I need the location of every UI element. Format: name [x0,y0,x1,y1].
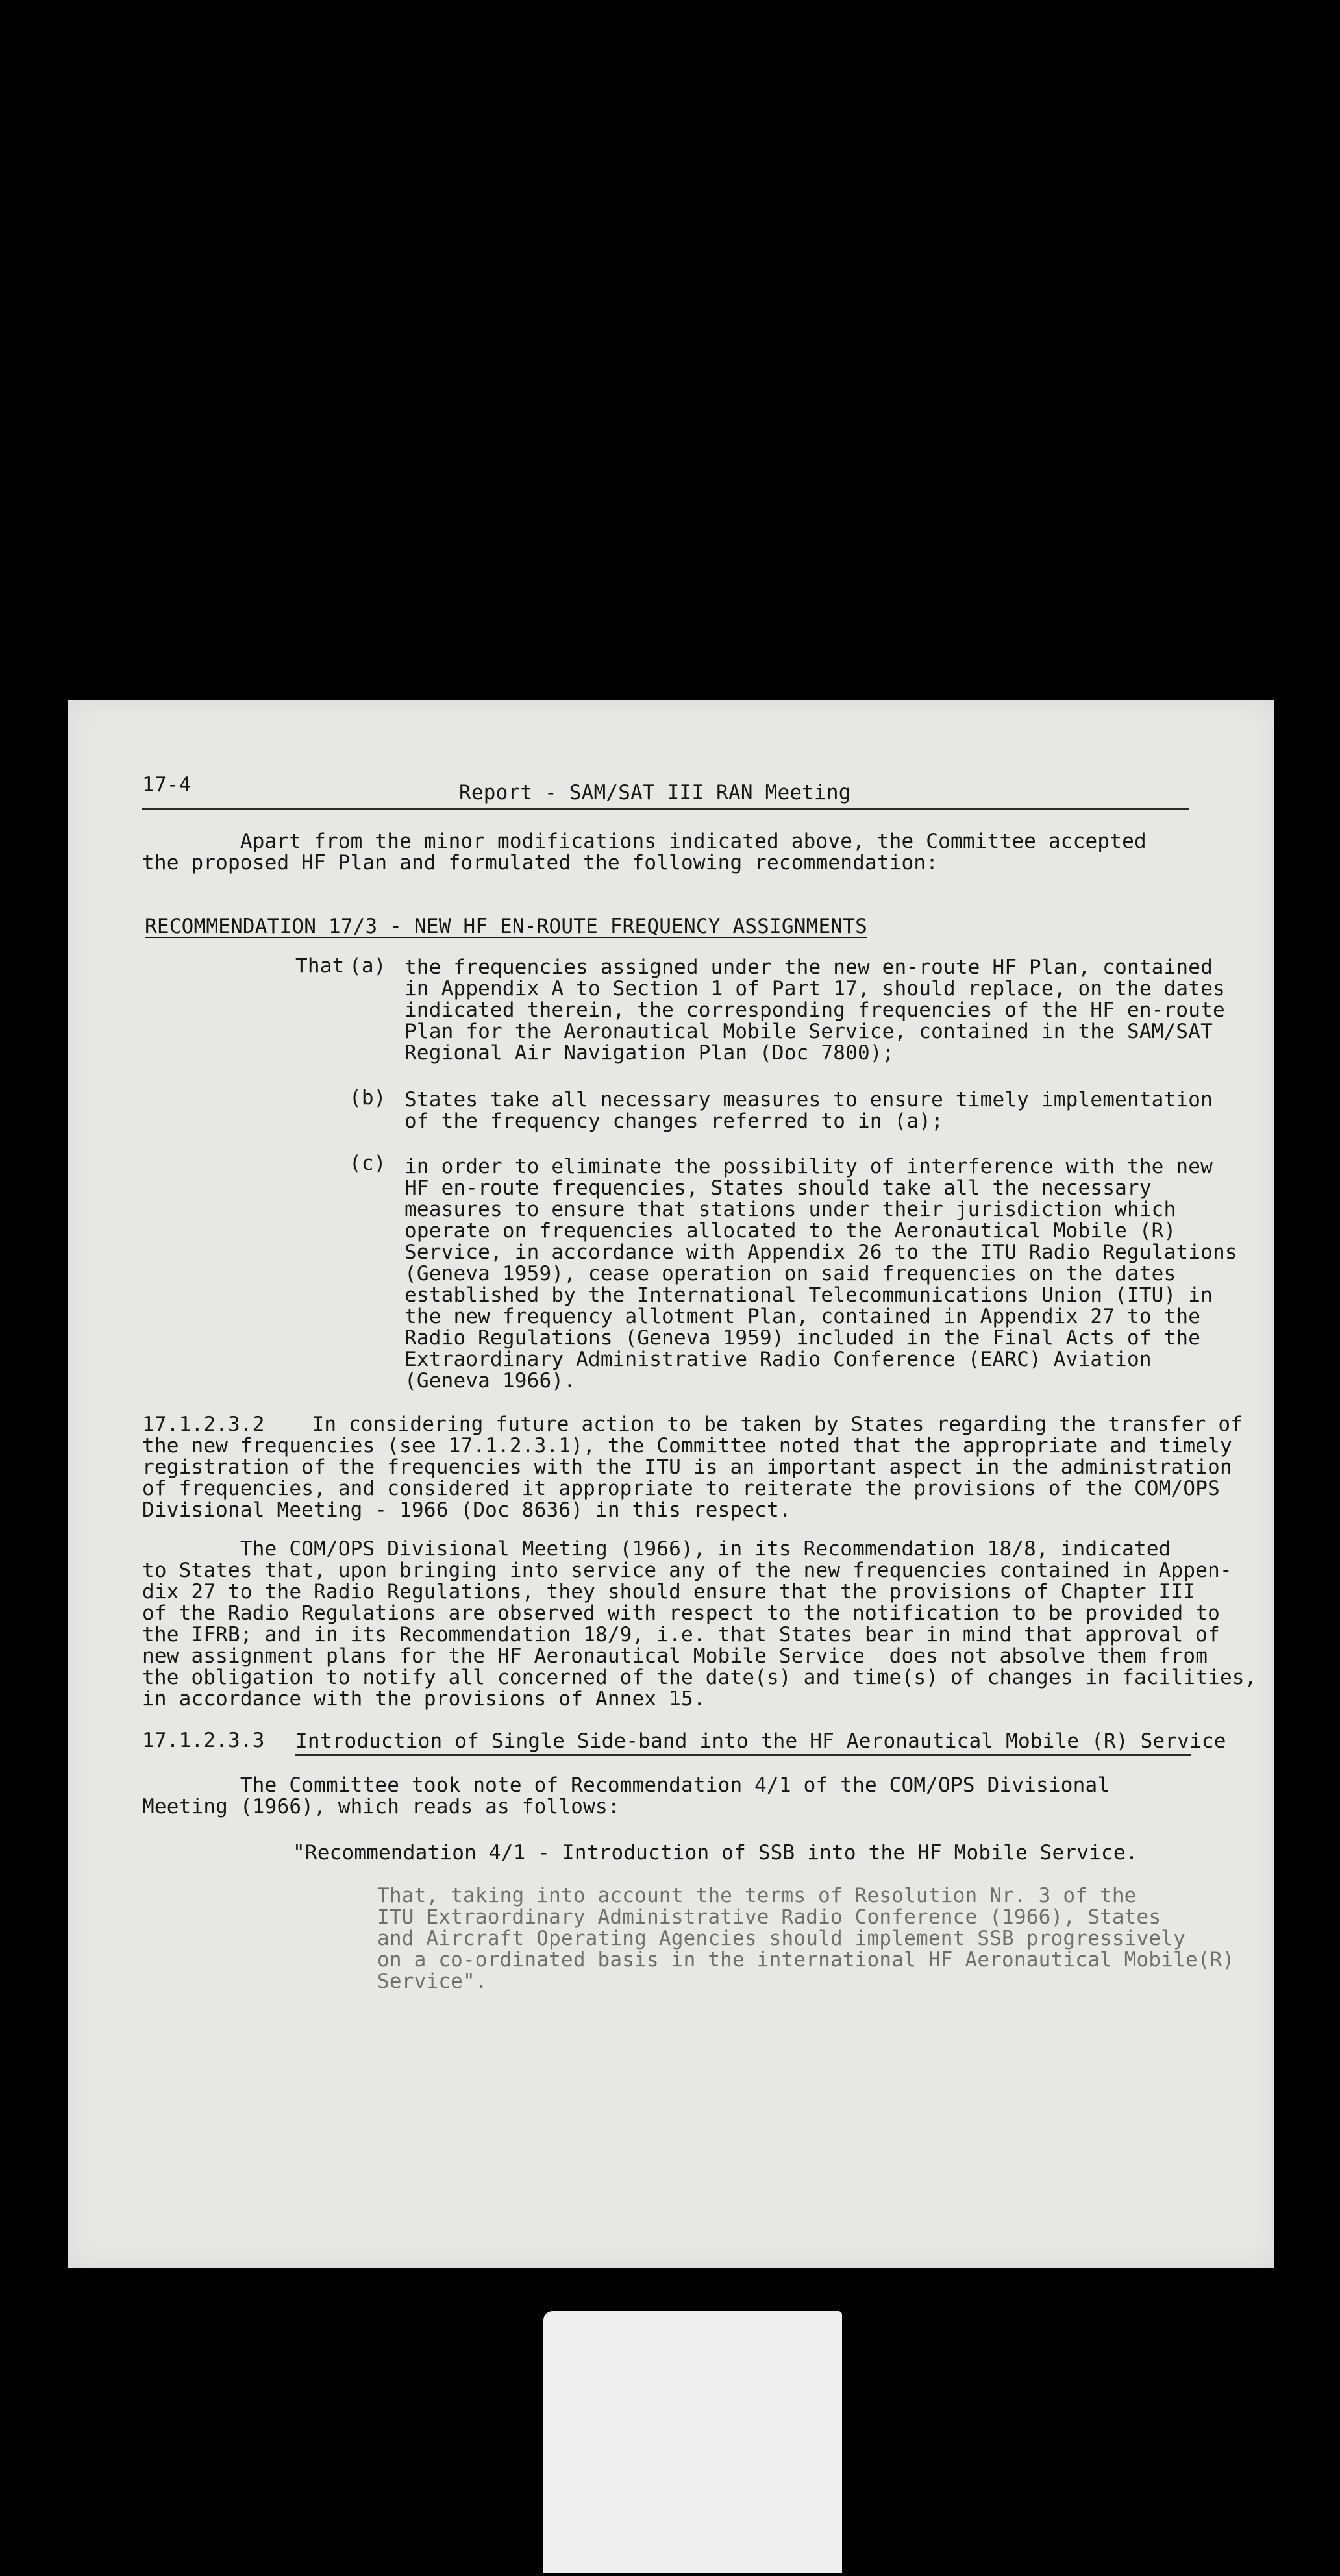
item-label: (a) [349,954,386,978]
section-number: 17.1.2.3.2 [142,1413,265,1436]
item-line: HF en-route frequencies, States should take all the necessary [404,1176,1152,1200]
paragraph-line: the obligation to notify all concerned of the date(s) and time(s) of changes in facilities, [142,1666,1257,1689]
quote-line: and Aircraft Operating Agencies should implement SSB progressively [377,1927,1185,1950]
paragraph-line: the new frequencies (see 17.1.2.3.1), the Committee noted that the appropriate and timely [142,1434,1232,1457]
quote-line: That, taking into account the terms of Resolution Nr. 3 of the [377,1884,1137,1907]
page-title: Report - SAM/SAT III RAN Meeting [459,781,851,804]
quote-line: Service". [377,1970,488,1993]
recommendation-heading: RECOMMENDATION 17/3 - NEW HF EN-ROUTE FREQUENCY ASSIGNMENTS [145,915,867,938]
item-line: established by the International Telecommunications Union (ITU) in [404,1283,1213,1307]
item-line: in order to eliminate the possibility of interference with the new [404,1155,1213,1178]
quote-line: on a co-ordinated basis in the international HF Aeronautical Mobile(R) [377,1948,1235,1972]
item-line: the new frequency allotment Plan, contained in Appendix 27 to the [404,1305,1201,1328]
quote-line: ITU Extraordinary Administrative Radio Conference (1966), States [377,1905,1161,1929]
item-line: (Geneva 1966). [404,1369,577,1393]
paragraph-line: Divisional Meeting - 1966 (Doc 8636) in this respect. [142,1498,791,1522]
item-line: indicated therein, the corresponding frequencies of the HF en-route [404,998,1225,1022]
item-line: in Appendix A to Section 1 of Part 17, should replace, on the dates [404,977,1225,1000]
item-line: (Geneva 1959), cease operation on said frequencies on the dates [404,1262,1176,1285]
item-line: States take all necessary measures to ensure timely implementation [404,1088,1213,1111]
paragraph-line: of frequencies, and considered it appropriate to reiterate the provisions of the COM/OPS [142,1477,1220,1500]
item-label: (b) [349,1086,386,1109]
paragraph-line: new assignment plans for the HF Aeronautical Mobile Service does not absolve them from [142,1644,1208,1668]
section-number: 17.1.2.3.3 [142,1729,265,1752]
document-page [68,700,1274,2268]
page-number: 17-4 [142,773,192,797]
intro-line: the proposed HF Plan and formulated the following recommendation: [142,851,939,874]
header-rule [142,808,1189,810]
paragraph-line: The COM/OPS Divisional Meeting (1966), in its Recommendation 18/8, indicated [142,1537,1171,1561]
paragraph-line: The Committee took note of Recommendation 4/1 of the COM/OPS Divisional [142,1774,1110,1797]
recommendation-lead: That [295,954,345,978]
intro-line: Apart from the minor modifications indicated above, the Committee accepted [142,830,1147,853]
paragraph-line: registration of the frequencies with the ITU is an important aspect in the administration [142,1455,1232,1479]
paragraph-line: the IFRB; and in its Recommendation 18/9, i.e. that States bear in mind that approval of [142,1623,1220,1646]
item-line: measures to ensure that stations under their jurisdiction which [404,1198,1176,1221]
paragraph-line: In considering future action to be taken by States regarding the transfer of [263,1413,1243,1436]
paragraph-line: of the Radio Regulations are observed with respect to the notification to be provided to [142,1602,1220,1625]
paragraph-line: to States that, upon bringing into service any of the new frequencies contained in Appen- [142,1559,1232,1582]
quote-heading: "Recommendation 4/1 - Introduction of SSB into the HF Mobile Service. [293,1841,1138,1864]
item-line: Regional Air Navigation Plan (Doc 7800); [404,1041,895,1065]
item-line: operate on frequencies allocated to the Aeronautical Mobile (R) [404,1219,1176,1243]
next-page-edge [543,2311,842,2573]
section-heading: Introduction of Single Side-band into the HF Aeronautical Mobile (R) Service [295,1729,1226,1753]
paragraph-line: in accordance with the provisions of Annex 15. [142,1687,706,1711]
item-line: the frequencies assigned under the new en-route HF Plan, contained [404,956,1213,979]
paragraph-line: dix 27 to the Radio Regulations, they should ensure that the provisions of Chapter III [142,1580,1196,1604]
item-line: Plan for the Aeronautical Mobile Service, contained in the SAM/SAT [404,1020,1213,1043]
item-line: Radio Regulations (Geneva 1959) included in the Final Acts of the [404,1326,1201,1350]
item-line: of the frequency changes referred to in (a); [404,1109,943,1133]
item-line: Service, in accordance with Appendix 26 to the ITU Radio Regulations [404,1241,1237,1264]
section-heading-underline [295,1754,1191,1756]
item-line: Extraordinary Administrative Radio Conference (EARC) Aviation [404,1348,1152,1371]
paragraph-line: Meeting (1966), which reads as follows: [142,1795,620,1818]
item-label: (c) [349,1152,386,1175]
